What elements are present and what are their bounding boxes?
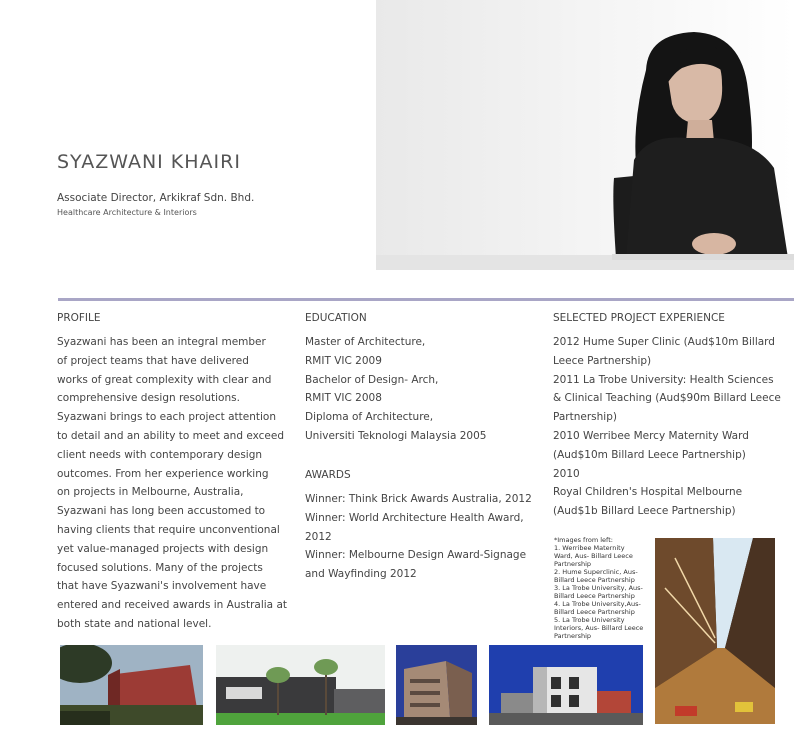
profile-line: entered and received awards in Australia at <box>57 599 288 612</box>
project-line: Leece Partnership) <box>553 354 652 367</box>
education-line: RMIT VIC 2008 <box>305 392 382 405</box>
caption-line: Partnership <box>554 632 592 640</box>
project-line: 2011 La Trobe University: Health Sciences <box>553 373 774 386</box>
werribee-maternity-photo <box>60 645 203 725</box>
projects-heading: SELECTED PROJECT EXPERIENCE <box>553 312 725 324</box>
profile-line: client needs with contemporary design <box>57 448 263 461</box>
profile-line: comprehensive design resolutions. <box>57 392 240 405</box>
profile-line: to detail and an ability to meet and exceed <box>57 429 285 442</box>
caption-line: Interiors, Aus- Billard Leece <box>554 624 644 632</box>
profile-line: of project teams that have delivered <box>57 354 249 367</box>
award-line: Winner: Melbourne Design Award-Signage <box>305 549 527 562</box>
project-line: & Clinical Teaching (Aud$90m Billard Leece <box>553 392 781 405</box>
project-line: (Aud$10m Billard Leece Partnership) <box>553 448 746 461</box>
caption-line: 3. La Trobe University, Aus- <box>554 584 643 592</box>
award-line: Winner: World Architecture Health Award, <box>305 511 524 524</box>
education-line: Universiti Teknologi Malaysia 2005 <box>305 429 487 442</box>
interior-photo <box>655 538 775 724</box>
caption-line: Billard Leece Partnership <box>554 592 635 600</box>
profile-heading: PROFILE <box>57 312 101 324</box>
la-trobe-university-building-photo <box>489 645 643 725</box>
caption-line: 4. La Trobe University,Aus- <box>554 600 641 608</box>
award-line: and Wayfinding 2012 <box>305 568 417 581</box>
project-line: 2012 Hume Super Clinic (Aud$10m Billard <box>553 336 775 348</box>
person-name: SYAZWANI KHAIRI <box>57 151 241 173</box>
project-line: Partnership) <box>553 411 617 424</box>
profile-line: on projects in Melbourne, Australia, <box>57 486 244 499</box>
caption-line: 2. Hume Superclinic, Aus- <box>554 568 638 576</box>
award-line: Winner: Think Brick Awards Australia, 2012 <box>305 493 532 505</box>
caption-line: Ward, Aus- Billard Leece <box>554 552 633 560</box>
profile-line: focused solutions. Many of the projects <box>57 561 263 574</box>
awards-heading: AWARDS <box>305 469 351 481</box>
education-line: RMIT VIC 2009 <box>305 354 382 367</box>
project-line: (Aud$1b Billard Leece Partnership) <box>553 505 736 518</box>
job-title: Associate Director, Arkikraf Sdn. Bhd. <box>57 192 255 204</box>
education-line: Bachelor of Design- Arch, <box>305 373 439 386</box>
profile-line: that have Syazwani's involvement have <box>57 580 267 593</box>
profile-line: works of great complexity with clear and <box>57 373 272 386</box>
project-line: Royal Children's Hospital Melbourne <box>553 486 743 499</box>
awards-list <box>305 490 532 584</box>
portrait-photo <box>376 0 794 270</box>
profile-line: having clients that require unconventional <box>57 523 280 536</box>
profile-line: Syazwani has been an integral member <box>57 336 266 348</box>
profile-text <box>57 333 287 634</box>
profile-line: both state and national level. <box>57 617 212 630</box>
image-caption <box>554 536 649 640</box>
caption-line: Billard Leece Partnership <box>554 576 635 584</box>
education-line: Diploma of Architecture, <box>305 411 434 424</box>
education-line: Master of Architecture, <box>305 336 426 348</box>
hume-superclinic-photo <box>216 645 385 725</box>
project-line: 2010 <box>553 467 580 480</box>
caption-line: *Images from left: <box>554 536 613 544</box>
specialty: Healthcare Architecture & Interiors <box>57 208 197 217</box>
award-line: 2012 <box>305 530 332 543</box>
project-line: 2010 Werribee Mercy Maternity Ward <box>553 429 749 442</box>
education-heading: EDUCATION <box>305 312 367 324</box>
caption-line: Billard Leece Partnership <box>554 608 635 616</box>
caption-line: 5. La Trobe University <box>554 616 625 624</box>
projects-list <box>553 333 781 521</box>
profile-line: outcomes. From her experience working <box>57 467 269 480</box>
la-trobe-university-photo <box>396 645 477 725</box>
caption-line: Partnership <box>554 560 592 568</box>
profile-line: Syazwani has long been accustomed to <box>57 505 266 518</box>
education-list <box>305 333 486 446</box>
profile-line: yet value-managed projects with design <box>57 542 269 555</box>
caption-line: 1. Werribee Maternity <box>554 544 625 552</box>
section-divider <box>58 298 794 301</box>
profile-line: Syazwani brings to each project attention <box>57 411 276 424</box>
